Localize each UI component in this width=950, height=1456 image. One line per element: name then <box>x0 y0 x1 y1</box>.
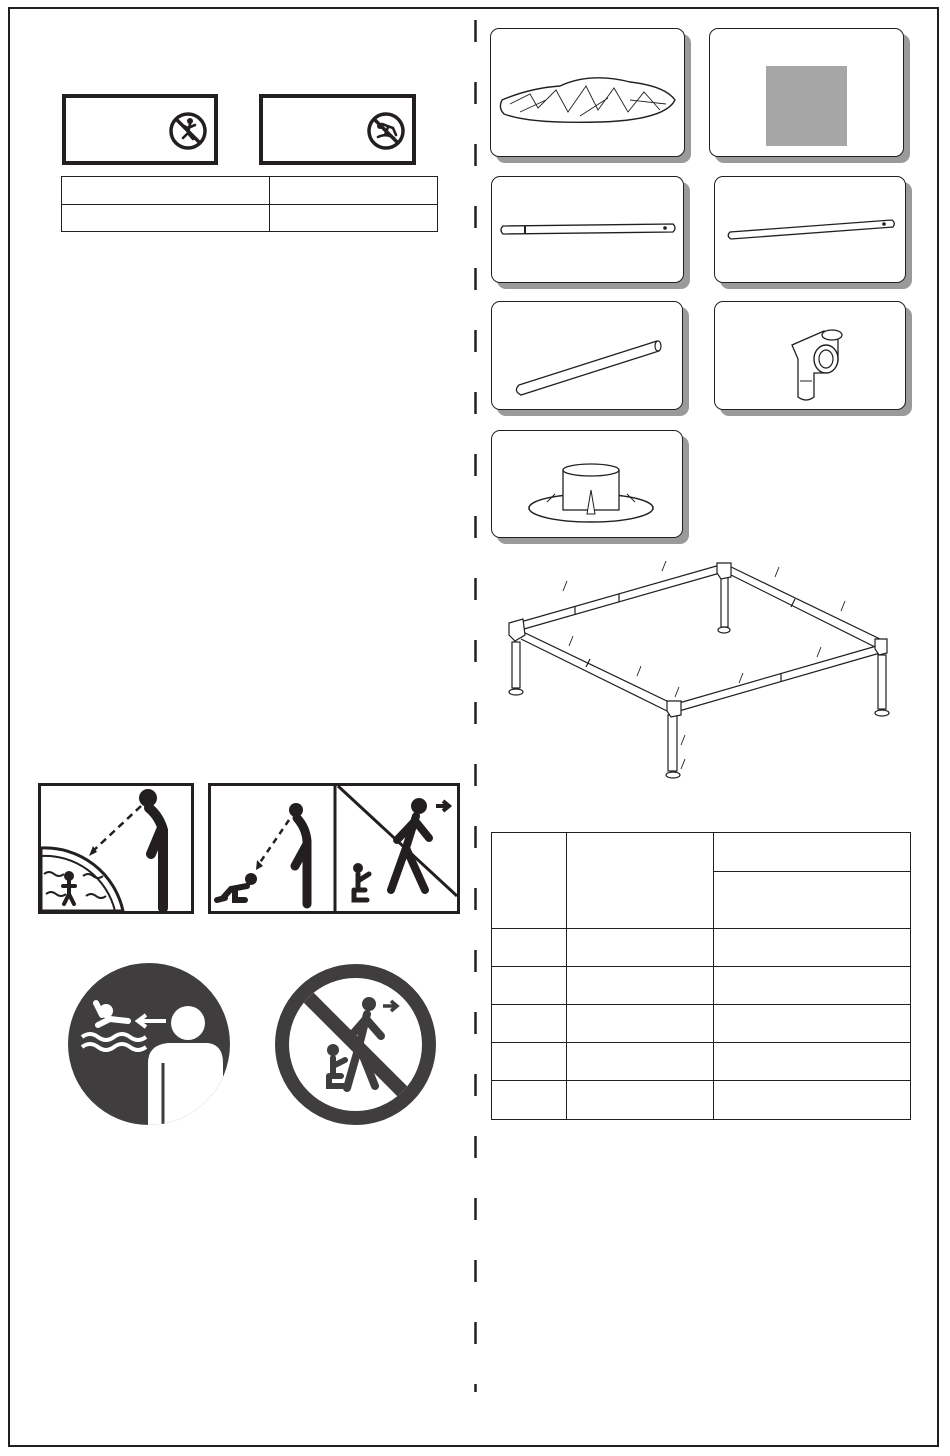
part-card-patch <box>709 28 904 157</box>
warning-sign-no-diving <box>259 94 416 165</box>
no-leaving-child-unattended-icon <box>289 978 422 1111</box>
horizontal-beam-icon <box>714 176 906 283</box>
sign-no-leaving-child <box>275 964 436 1125</box>
table-row <box>62 177 438 205</box>
no-climbing-icon <box>168 111 208 151</box>
leg-cap-icon <box>491 430 683 538</box>
sign-info-table <box>61 176 438 232</box>
pictogram-watch-child-in-pool <box>38 783 194 914</box>
warning-sign-no-climbing <box>62 94 218 165</box>
corner-joint-icon <box>714 301 906 410</box>
part-card-corner-joint <box>714 301 906 410</box>
sign-keep-child-in-reach <box>68 963 230 1125</box>
vertical-leg-icon <box>491 301 683 410</box>
keep-child-in-reach-icon <box>68 963 230 1125</box>
specification-table <box>491 832 911 1120</box>
adult-watch-toddler-icon <box>211 786 457 911</box>
part-card-leg-cap <box>491 430 683 538</box>
table-row <box>492 1005 911 1043</box>
no-diving-icon <box>366 111 406 151</box>
part-card-horizontal-beam-a <box>491 176 684 283</box>
pool-liner-icon <box>490 28 685 157</box>
column-divider <box>474 20 477 1392</box>
table-row <box>492 833 911 872</box>
part-card-liner <box>490 28 685 157</box>
assembled-frame-diagram <box>495 555 915 790</box>
table-row <box>62 205 438 232</box>
table-row <box>492 929 911 967</box>
pictogram-supervise-toddler <box>208 783 460 914</box>
table-row <box>492 1043 911 1081</box>
adult-watch-child-pool-icon <box>41 786 191 911</box>
horizontal-beam-icon <box>491 176 684 283</box>
part-card-vertical-leg <box>491 301 683 410</box>
table-row <box>492 1081 911 1120</box>
repair-patch-icon <box>709 28 904 157</box>
part-card-horizontal-beam-b <box>714 176 906 283</box>
table-row <box>492 967 911 1005</box>
